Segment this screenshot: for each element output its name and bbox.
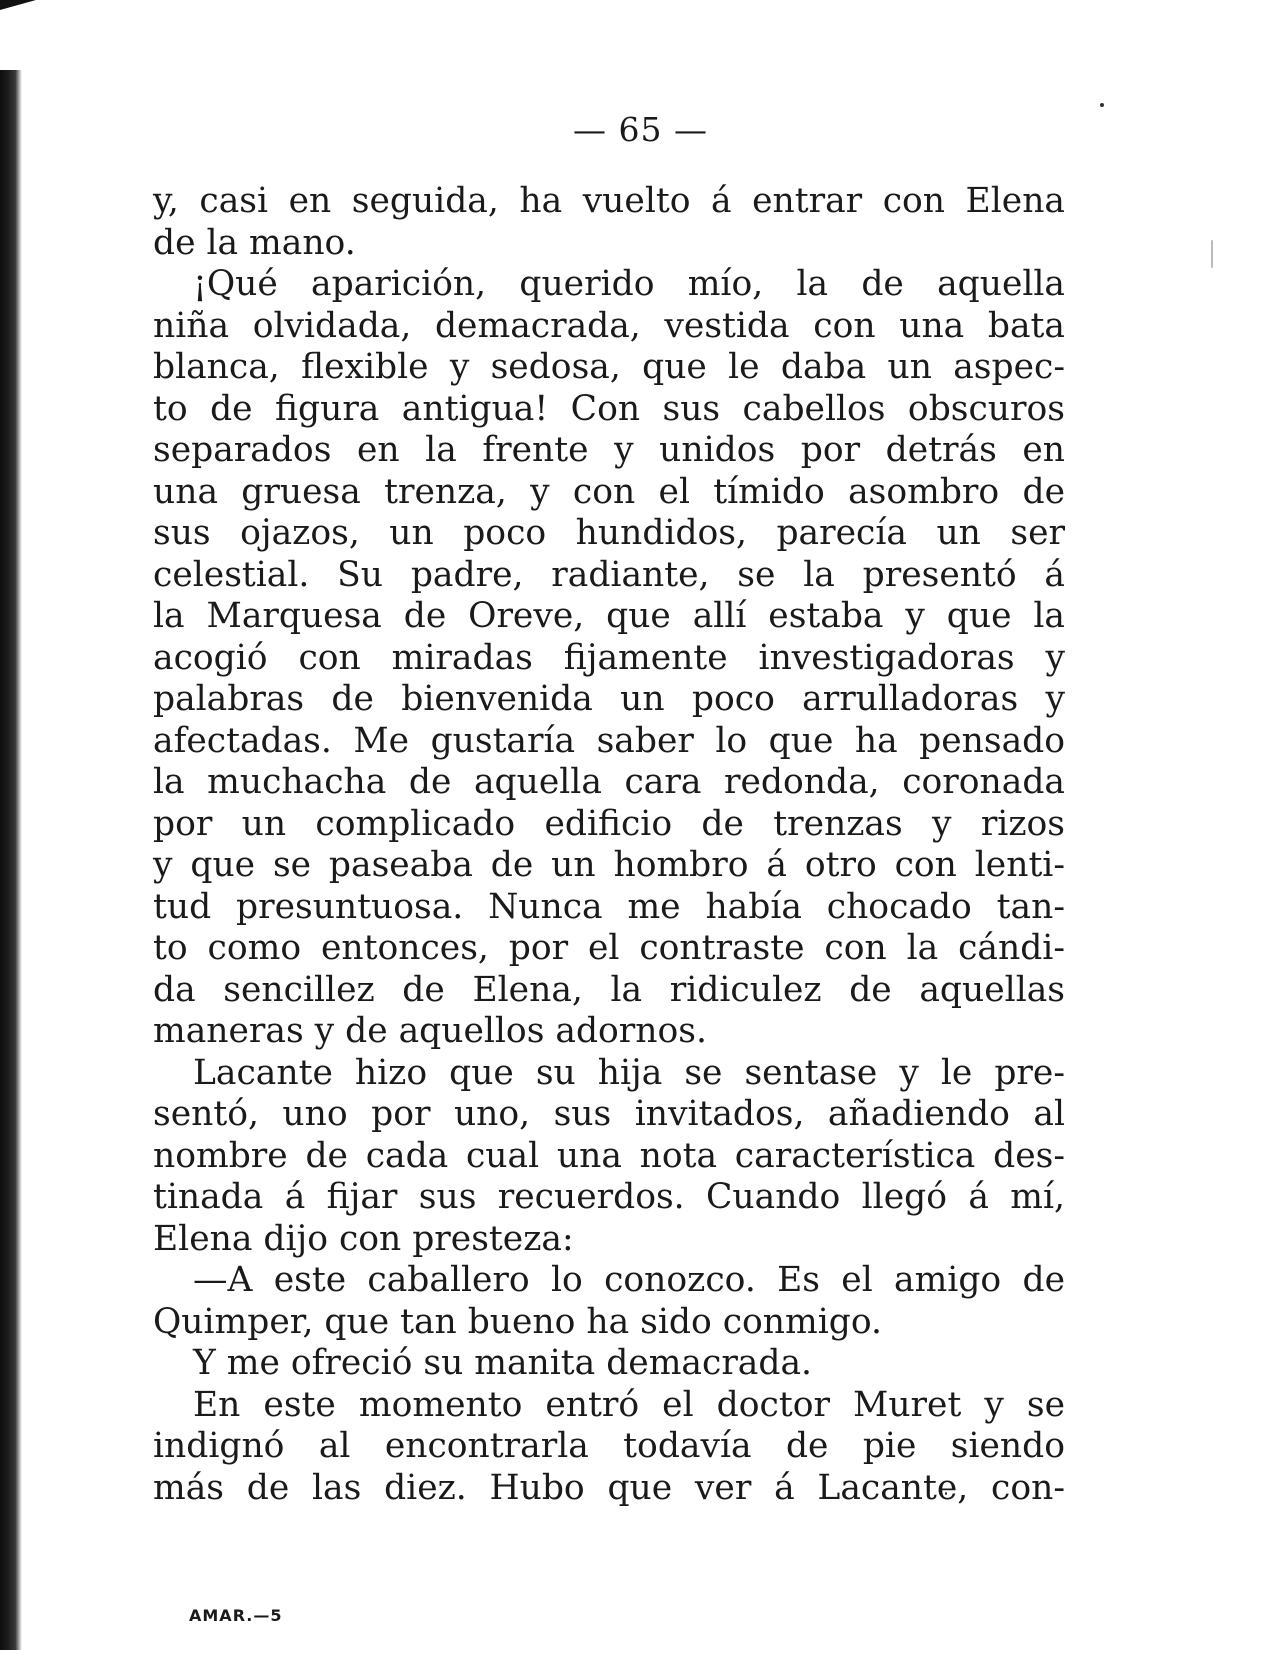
text-line: Quimper, que tan bueno ha sido conmigo. [153, 1301, 882, 1342]
corner-mark [0, 0, 36, 10]
text-line: indignó al encontrarla todavía de pie siendo [153, 1426, 1065, 1466]
text-line: de la mano. [153, 222, 356, 263]
text-line: acogió con miradas fijamente investigadoras y [153, 637, 1065, 678]
text-line: Y me ofreció su manita demacrada. [193, 1343, 812, 1383]
text-line: una gruesa trenza, y con el tímido asombro de [153, 471, 1065, 512]
text-line: la muchacha de aquella cara redonda, coronada [153, 762, 1065, 802]
text-line: y, casi en seguida, ha vuelto á entrar con Elena [153, 181, 1065, 221]
text-line: blanca, flexible y sedosa, que le daba un aspec- [153, 347, 1065, 387]
text-line: Elena dijo con presteza: [153, 1218, 574, 1259]
page-number: — 65 — [573, 110, 708, 149]
text-line: más de las diez. Hubo que ver á Lacante, con- [153, 1467, 1065, 1508]
speck-mark [1211, 240, 1213, 268]
text-line: maneras y de aquellos adornos. [153, 1011, 707, 1051]
text-line: ¡Qué aparición, querido mío, la de aquella [193, 264, 1065, 304]
text-line: palabras de bienvenida un poco arrulladoras y [153, 679, 1065, 719]
printer-signature: AMAR.—5 [189, 1606, 283, 1625]
text-line: por un complicado edificio de trenzas y rizos [153, 803, 1065, 844]
text-line: da sencillez de Elena, la ridiculez de aquellas [153, 969, 1065, 1010]
text-line: la Marquesa de Oreve, que allí estaba y que la [153, 596, 1065, 636]
text-line: nombre de cada cual una nota característica des- [153, 1135, 1065, 1176]
text-line: to como entonces, por el contraste con la cándi- [153, 928, 1065, 968]
text-line: tinada á fijar sus recuerdos. Cuando llegó á mí, [153, 1177, 1065, 1217]
body-text [153, 181, 1065, 1509]
text-line: to de figura antigua! Con sus cabellos obscuros [153, 388, 1065, 429]
text-line: —A este caballero lo conozco. Es el amigo de [193, 1260, 1065, 1300]
text-line: tud presuntuosa. Nunca me había chocado tan- [153, 886, 1065, 927]
text-line: En este momento entró el doctor Muret y se [193, 1384, 1065, 1425]
binding-edge [0, 70, 22, 1650]
text-line: separados en la frente y unidos por detrás en [153, 430, 1065, 470]
text-line: y que se paseaba de un hombro á otro con lenti- [153, 845, 1065, 885]
text-line: sentó, uno por uno, sus invitados, añadiendo al [153, 1094, 1065, 1134]
speck-mark [1100, 103, 1104, 107]
text-line: Lacante hizo que su hija se sentase y le pre- [193, 1052, 1065, 1093]
text-line: sus ojazos, un poco hundidos, parecía un ser [153, 513, 1065, 553]
text-line: celestial. Su padre, radiante, se la presentó á [153, 554, 1065, 595]
text-line: niña olvidada, demacrada, vestida con una bata [153, 305, 1065, 346]
text-line: afectadas. Me gustaría saber lo que ha pensado [153, 720, 1065, 761]
